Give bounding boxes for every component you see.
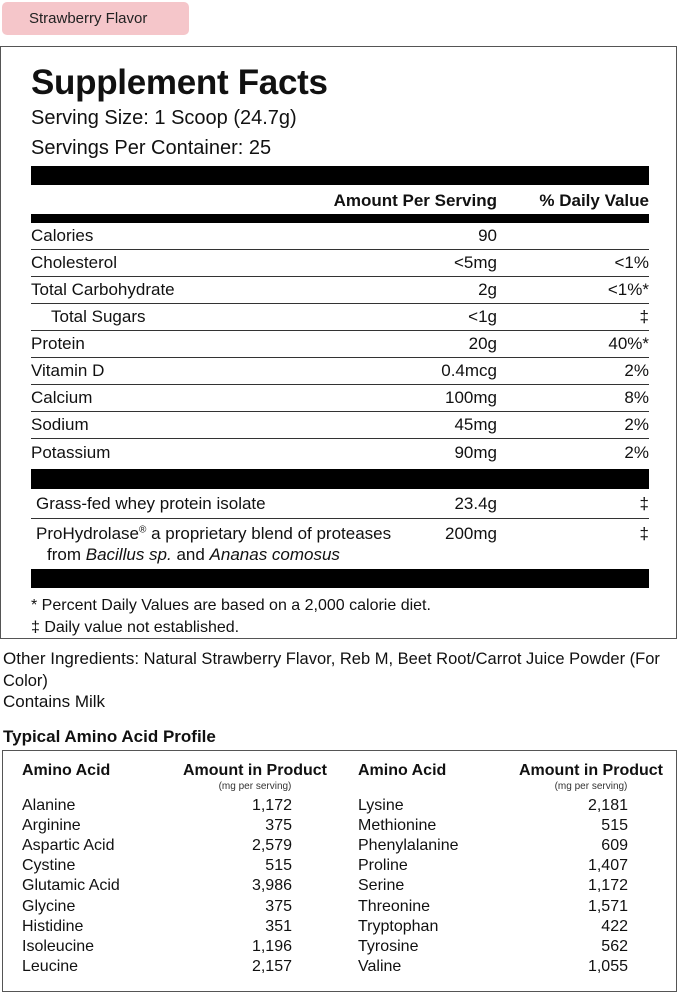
nutrient-daily-value: 8% [624, 388, 649, 407]
nutrient-name: Total Sugars [51, 307, 146, 326]
nutrient-row [31, 304, 649, 331]
amino-row [22, 918, 322, 938]
amino-name: Glutamic Acid [22, 877, 120, 895]
flavor-badge: Strawberry Flavor [2, 2, 189, 35]
amount-in-product-header: Amount in Product [183, 762, 327, 779]
nutrient-daily-value: 40%* [608, 334, 649, 353]
nutrient-daily-value: 2% [624, 361, 649, 380]
amino-amount: 351 [265, 917, 292, 935]
amino-row [358, 797, 658, 817]
amino-row [358, 837, 658, 857]
servings-per-container: Servings Per Container: 25 [31, 137, 272, 159]
amino-name: Isoleucine [22, 937, 95, 955]
ingredient-daily-value: ‡ [639, 524, 649, 543]
divider-bar [31, 214, 649, 223]
amino-name: Aspartic Acid [22, 837, 115, 855]
amino-name: Tyrosine [358, 937, 419, 955]
divider-bar [31, 166, 649, 185]
nutrient-row [31, 358, 649, 385]
nutrient-row [31, 385, 649, 412]
other-ingredients-text: Natural Strawberry Flavor, Reb M, Beet Root/Carrot Juice Powder (For Color) [3, 650, 660, 690]
amino-name: Glycine [22, 897, 76, 915]
amino-name: Alanine [22, 797, 76, 814]
facts-title: Supplement Facts [31, 63, 328, 102]
nutrient-name: Sodium [31, 415, 89, 434]
amino-amount: 2,579 [251, 837, 292, 855]
daily-value-header: % Daily Value [539, 191, 649, 210]
footnote-not-established: ‡ Daily value not established. [31, 619, 240, 636]
amino-amount: 375 [265, 817, 292, 835]
amino-amount: 3,986 [251, 877, 292, 895]
amino-amount: 1,407 [587, 857, 628, 875]
other-ingredients [3, 648, 673, 692]
amino-name: Arginine [22, 817, 81, 835]
allergen-statement: Contains Milk [3, 692, 106, 711]
amino-name: Phenylalanine [358, 837, 459, 855]
nutrient-amount: <1g [468, 307, 497, 326]
amino-row [358, 857, 658, 877]
amino-row [22, 797, 322, 817]
amino-amount: 1,196 [251, 937, 292, 955]
amino-amount: 1,172 [251, 797, 292, 814]
ingredient-and: and [171, 545, 210, 564]
ingredient-row-prohydrolase [31, 521, 649, 569]
nutrient-name: Vitamin D [31, 361, 105, 380]
amino-amount: 1,571 [587, 897, 628, 915]
ingredient-row-whey [31, 490, 649, 519]
amino-row [22, 857, 322, 877]
nutrient-daily-value: <1%* [607, 280, 649, 299]
amino-row [358, 958, 658, 978]
nutrient-amount: 45mg [454, 415, 497, 434]
nutrient-name: Calories [31, 226, 94, 245]
species-bacillus: Bacillus sp. [85, 545, 172, 564]
nutrient-name: Potassium [31, 443, 111, 462]
divider-bar [31, 469, 649, 489]
amino-name: Methionine [358, 817, 437, 835]
serving-size: Serving Size: 1 Scoop (24.7g) [31, 107, 297, 129]
amino-amount: 2,157 [251, 957, 292, 975]
amino-row [22, 898, 322, 918]
nutrient-amount: <5mg [454, 253, 497, 272]
amino-row [358, 898, 658, 918]
amount-in-product-header: Amount in Product [519, 762, 663, 779]
amino-amount: 2,181 [587, 797, 628, 814]
amino-amount: 422 [601, 917, 628, 935]
nutrient-amount: 100mg [445, 388, 497, 407]
nutrient-amount: 20g [468, 334, 497, 353]
nutrient-amount: 2g [478, 280, 497, 299]
ingredient-name: Grass-fed whey protein isolate [36, 494, 266, 513]
nutrient-daily-value: <1% [614, 253, 649, 272]
amino-row [22, 938, 322, 958]
amino-row [22, 877, 322, 897]
amino-row [358, 817, 658, 837]
amino-row [22, 837, 322, 857]
amino-row [22, 958, 322, 978]
ingredient-amount: 23.4g [454, 494, 497, 513]
nutrient-name: Protein [31, 334, 85, 353]
nutrient-row [31, 434, 649, 466]
amino-profile-title: Typical Amino Acid Profile [3, 727, 216, 746]
nutrient-daily-value: 2% [624, 443, 649, 462]
amino-amount: 515 [265, 857, 292, 875]
amount-unit-header: (mg per serving) [218, 781, 292, 792]
nutrient-amount: 90 [478, 226, 497, 245]
nutrient-daily-value: 2% [624, 415, 649, 434]
supplement-facts-panel [0, 46, 677, 639]
nutrient-row [31, 331, 649, 358]
nutrient-name: Cholesterol [31, 253, 117, 272]
amino-row [22, 817, 322, 837]
amino-name: Valine [358, 957, 402, 975]
amino-amount: 515 [601, 817, 628, 835]
amino-name: Proline [358, 857, 408, 875]
amino-name: Lysine [358, 797, 404, 814]
ingredient-from: from [47, 545, 86, 564]
amino-row [358, 938, 658, 958]
species-ananas: Ananas comosus [209, 545, 340, 564]
footnote-daily-values: * Percent Daily Values are based on a 2,000 calorie diet. [31, 597, 431, 614]
nutrient-row [31, 223, 649, 250]
other-ingredients-label: Other Ingredients: [3, 649, 140, 668]
divider-bar [31, 569, 649, 588]
ingredient-daily-value: ‡ [639, 494, 649, 513]
amino-profile-panel [2, 750, 677, 992]
amount-per-serving-header: Amount Per Serving [333, 191, 497, 210]
ingredient-desc: a proprietary blend of proteases [146, 524, 392, 543]
registered-mark: ® [139, 524, 147, 536]
amino-name: Histidine [22, 917, 84, 935]
ingredient-name-line2 [47, 545, 340, 565]
nutrient-row [31, 277, 649, 304]
nutrient-name: Total Carbohydrate [31, 280, 175, 299]
amount-unit-header: (mg per serving) [554, 781, 628, 792]
amino-name: Cystine [22, 857, 76, 875]
ingredient-brand: ProHydrolase [36, 524, 139, 543]
amino-amount: 375 [265, 897, 292, 915]
amino-amount: 562 [601, 937, 628, 955]
amino-amount: 609 [601, 837, 628, 855]
ingredient-amount: 200mg [445, 524, 497, 543]
amino-amount: 1,172 [587, 877, 628, 895]
nutrient-daily-value: ‡ [639, 307, 649, 326]
amino-name: Tryptophan [358, 917, 439, 935]
amino-name: Serine [358, 877, 405, 895]
amino-amount: 1,055 [587, 957, 628, 975]
amino-acid-header: Amino Acid [22, 762, 111, 779]
amino-row [358, 877, 658, 897]
amino-row [358, 918, 658, 938]
nutrient-amount: 0.4mcg [441, 361, 497, 380]
amino-name: Threonine [358, 897, 431, 915]
nutrient-row [31, 250, 649, 277]
amino-acid-header: Amino Acid [358, 762, 447, 779]
nutrient-name: Calcium [31, 388, 93, 407]
ingredient-name-line1 [36, 524, 391, 544]
amino-name: Leucine [22, 957, 79, 975]
nutrient-amount: 90mg [454, 443, 497, 462]
